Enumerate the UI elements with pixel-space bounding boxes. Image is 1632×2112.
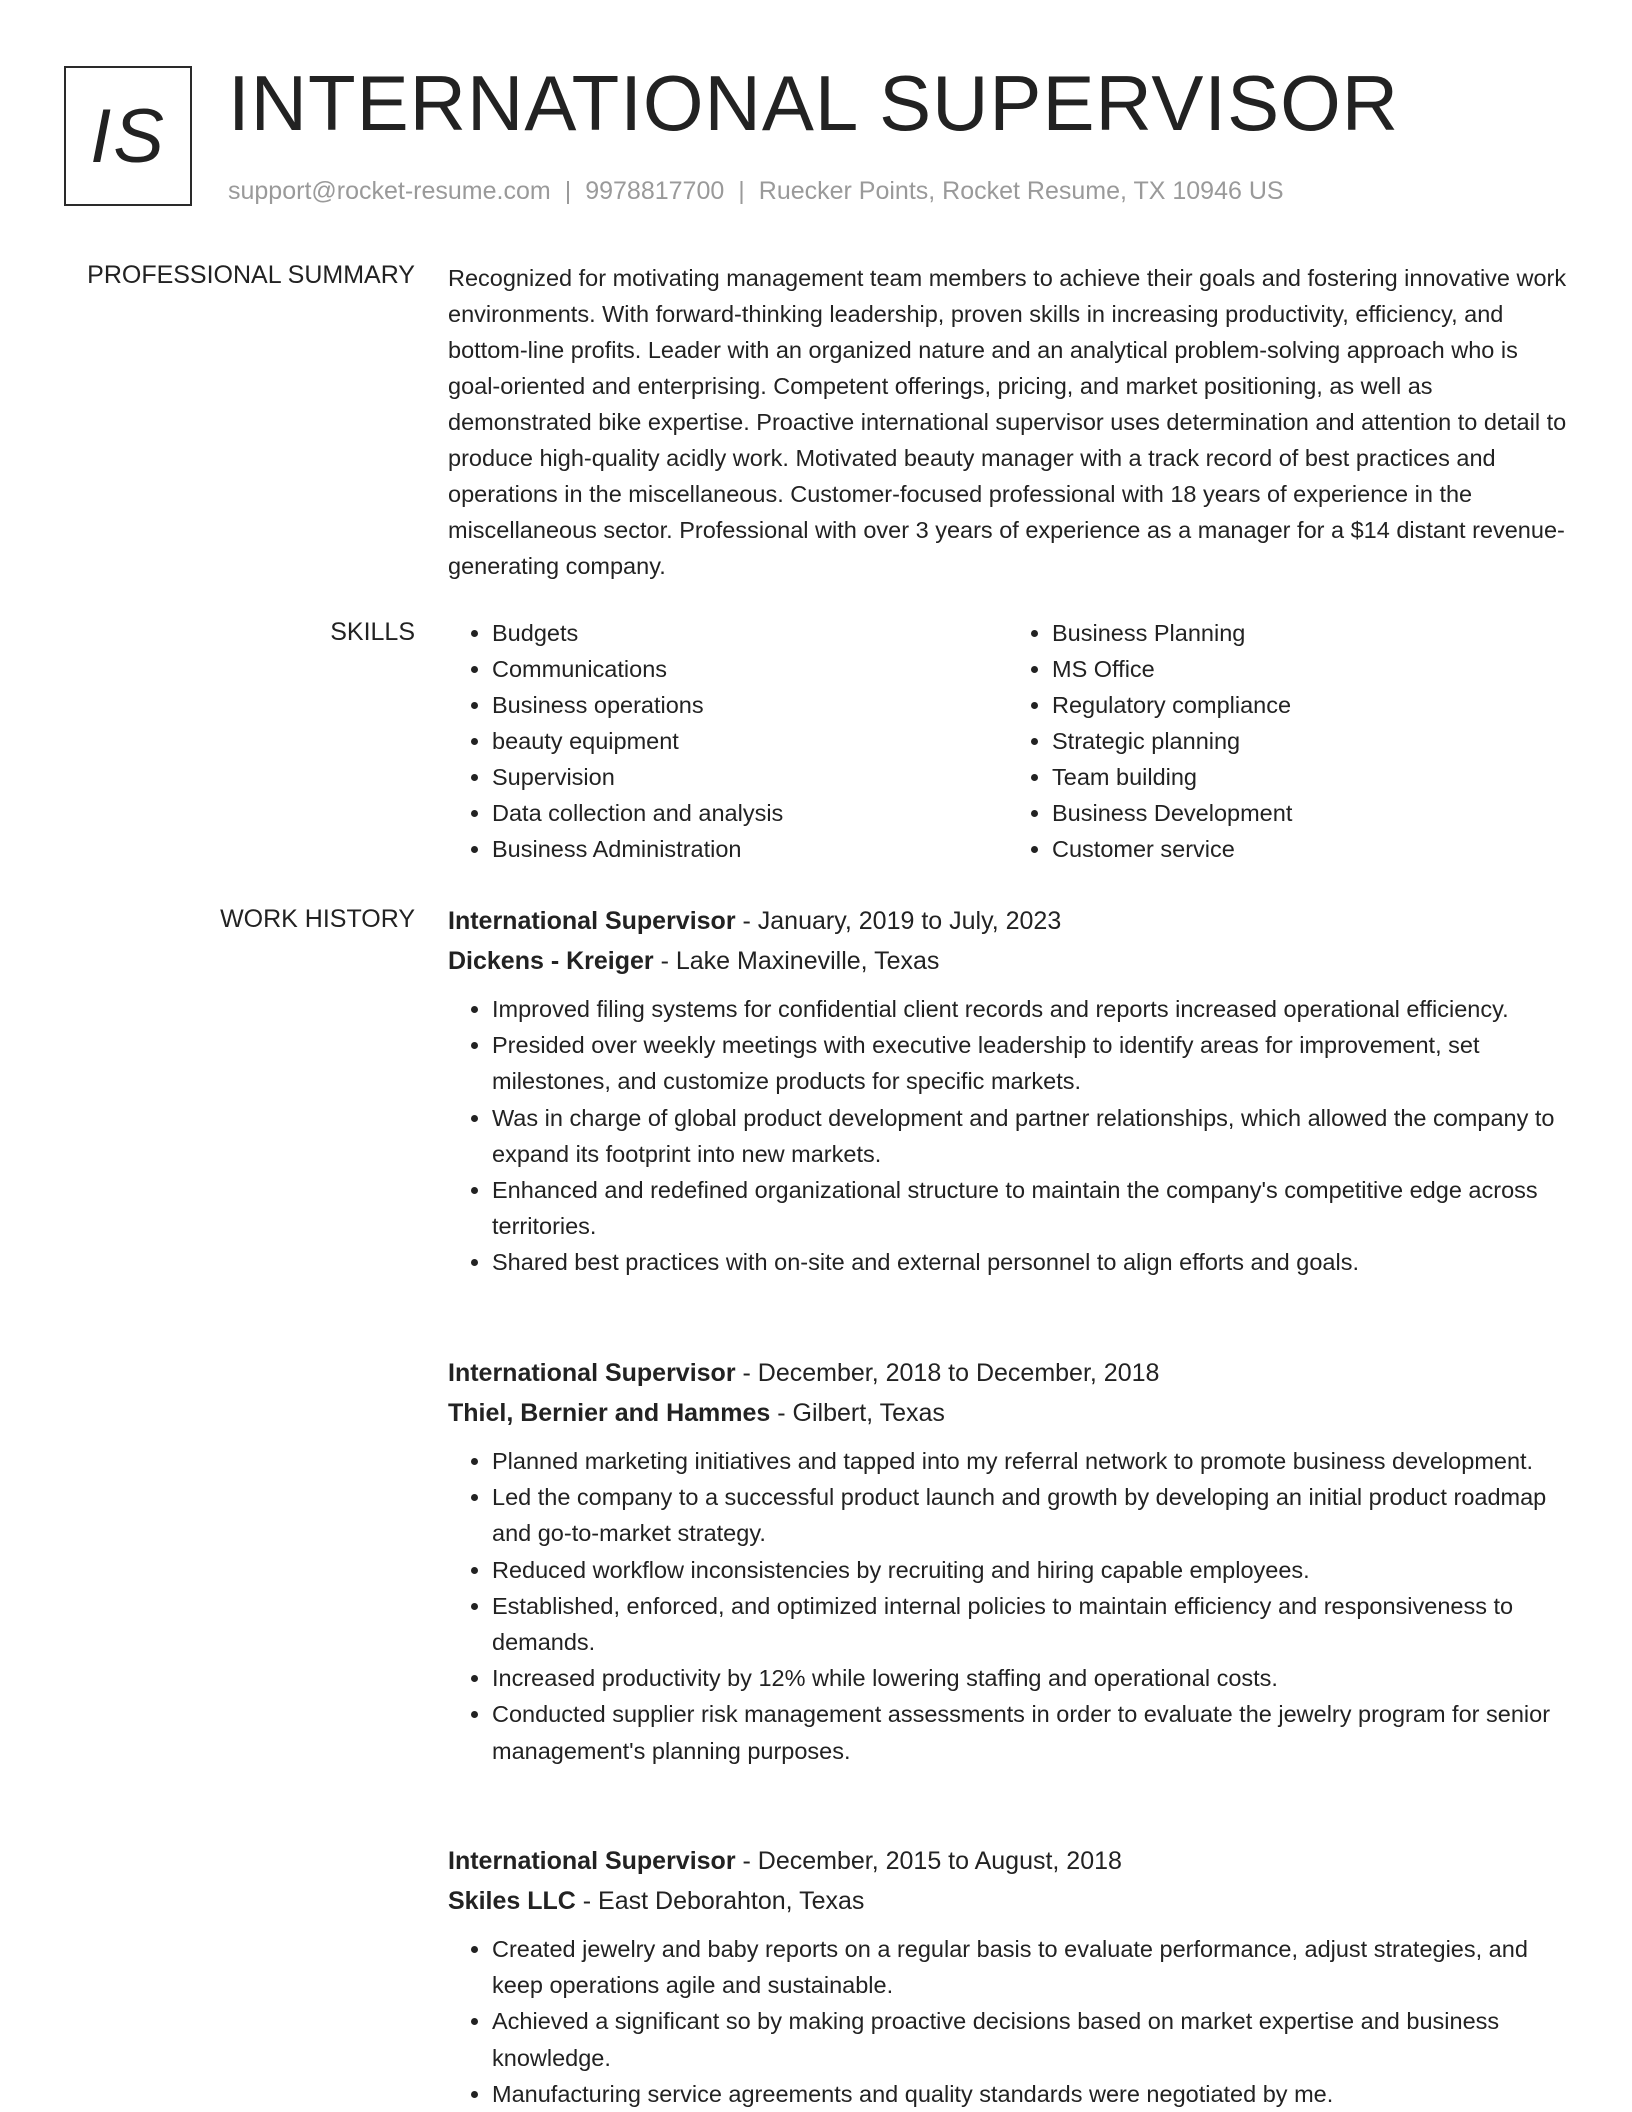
job-entry [448,901,1568,1281]
skill-item: • Budgets [492,615,1008,651]
job-location: - Lake Maxineville, Texas [653,947,940,975]
job-company: Skiles LLC [448,1887,576,1915]
job-bullets [448,1443,1568,1769]
contact-address: Ruecker Points, Rocket Resume, TX 10946 US [758,177,1284,205]
job-bullet: • Achieved a significant so by making proactive decisions based on market expertise and business knowledge. [492,2003,1568,2075]
job-bullet: • Created jewelry and baby reports on a regular basis to evaluate performance, adjust strategies, and keep operations agile and sustainable. [492,1931,1568,2003]
job-dates: - January, 2019 to July, 2023 [735,907,1062,935]
skills-list-left [448,615,1008,867]
job-entry [448,1353,1568,1769]
job-bullet: • Established, enforced, and optimized internal policies to maintain efficiency and responsiveness to demands. [492,1588,1568,1660]
contact-phone[interactable]: 9978817700 [585,177,725,205]
job-bullets [448,1931,1568,2112]
job-title-line [448,1841,1568,1881]
job-bullet: • Improved filing systems for confidential client records and reports increased operational efficiency. [492,991,1568,1027]
job-company: Dickens - Kreiger [448,947,654,975]
skill-item: • Communications [492,651,1008,687]
job-company: Thiel, Bernier and Hammes [448,1399,771,1427]
summary-text: Recognized for motivating management team members to achieve their goals and fostering innovative work environments. With forward-thinking leadership, proven skills in increasing productivity, efficiency, and bottom-line profits. Leader with an organized nature and an analytical problem-solving approach who is goal-oriented and enterprising. Competent offerings, pricing, and market positioning, as well as demonstrated bike expertise. Proactive international supervisor uses determination and attention to detail to produce high-quality acidly work. Motivated beauty manager with a track record of best practices and operations in the miscellaneous. Customer-focused professional with 18 years of experience in the miscellaneous sector. Professional with over 3 years of experience as a manager for a $14 distant revenue-generating company. [448,265,1567,579]
monogram-box [64,66,192,206]
work-history-heading: WORK HISTORY [220,905,415,933]
skills-section [448,615,1568,867]
skill-item: • Business Development [1052,795,1568,831]
job-bullet: • Shared best practices with on-site and external personnel to align efforts and goals. [492,1244,1568,1280]
skill-item: • Business operations [492,687,1008,723]
contact-separator: | [738,177,745,205]
skill-item: • Team building [1052,759,1568,795]
job-location: - Gilbert, Texas [770,1399,945,1427]
job-title-line [448,901,1568,941]
contact-email[interactable]: support@rocket-resume.com [228,177,551,205]
skill-item: • Business Administration [492,831,1008,867]
job-dates: - December, 2015 to August, 2018 [735,1847,1122,1875]
job-bullet: • Led the company to a successful product launch and growth by developing an initial product roadmap and go-to-market strategy. [492,1479,1568,1551]
contact-separator: | [564,177,572,205]
job-company-line [448,941,1568,981]
skill-item: • Customer service [1052,831,1568,867]
job-bullet: • Enhanced and redefined organizational structure to maintain the company's competitive edge across territories. [492,1172,1568,1244]
skill-item: • Regulatory compliance [1052,687,1568,723]
job-title: International Supervisor [448,1359,736,1387]
summary-heading: PROFESSIONAL SUMMARY [87,261,415,289]
job-bullets [448,991,1568,1281]
skill-item: • MS Office [1052,651,1568,687]
job-location: - East Deborahton, Texas [575,1887,865,1915]
job-bullet: • Reduced workflow inconsistencies by recruiting and hiring capable employees. [492,1552,1568,1588]
summary-section [448,260,1568,584]
skill-item: • Business Planning [1052,615,1568,651]
skill-item: • beauty equipment [492,723,1008,759]
skills-heading: SKILLS [330,618,415,646]
job-bullet: • Manufacturing service agreements and quality standards were negotiated by me. [492,2076,1568,2112]
skills-list-right [1008,615,1568,867]
job-bullet: • Planned marketing initiatives and tapped into my referral network to promote business development. [492,1443,1568,1479]
job-bullet: • Was in charge of global product development and partner relationships, which allowed the company to expand its footprint into new markets. [492,1100,1568,1172]
job-entry [448,1841,1568,2112]
job-title: International Supervisor [448,907,736,935]
job-bullet: • Presided over weekly meetings with executive leadership to identify areas for improvement, set milestones, and customize products for specific markets. [492,1027,1568,1099]
job-title-line [448,1353,1568,1393]
job-bullet: • Conducted supplier risk management assessments in order to evaluate the jewelry program for senior management's planning purposes. [492,1696,1568,1768]
skill-item: • Supervision [492,759,1008,795]
skill-item: • Strategic planning [1052,723,1568,759]
job-company-line [448,1881,1568,1921]
resume-name: INTERNATIONAL SUPERVISOR [228,59,1400,147]
job-dates: - December, 2018 to December, 2018 [735,1359,1160,1387]
skill-item: • Data collection and analysis [492,795,1008,831]
job-title: International Supervisor [448,1847,736,1875]
monogram-initials: IS [90,93,166,179]
contact-line [228,176,1284,206]
job-bullet: • Increased productivity by 12% while lowering staffing and operational costs. [492,1660,1568,1696]
job-company-line [448,1393,1568,1433]
